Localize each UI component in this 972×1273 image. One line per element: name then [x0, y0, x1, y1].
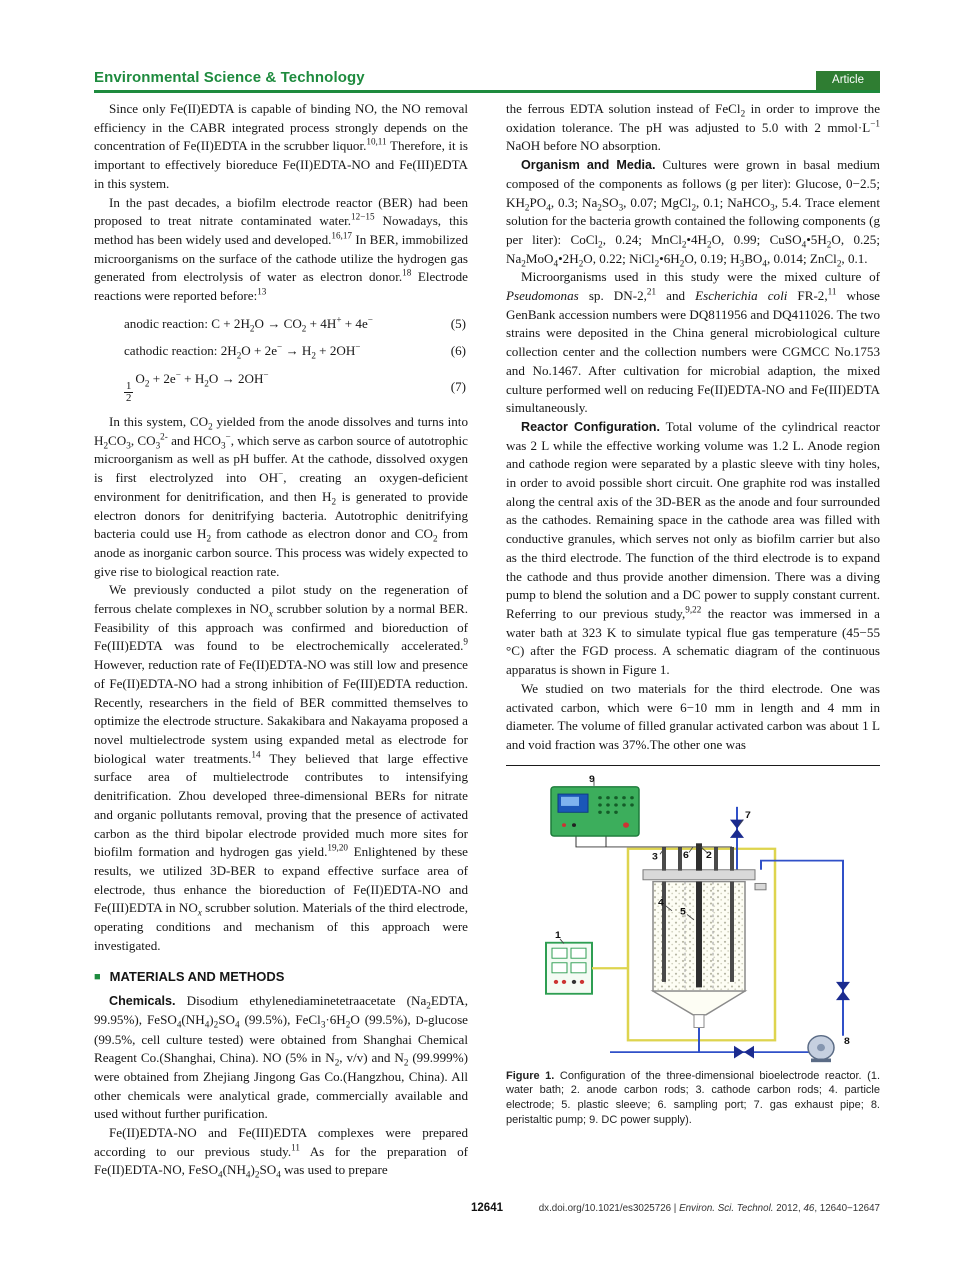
figure-label-sampling-port: 6: [683, 849, 689, 861]
equation-5: [94, 315, 468, 334]
right-column: [506, 100, 880, 1180]
reactor-diagram: [506, 774, 880, 1064]
equation-5-number: (5): [450, 315, 466, 331]
section-heading-materials: [94, 968, 468, 987]
paragraph-intro-2: In the past decades, a biofilm electrode reactor (BER) had been proposed to treat nitrate contaminated water.$^{12-15}$ Nowadays, this method has been widely used and developed.$^{16,17}$ In BER, immobilized microorganisms on the surface of the cathode utilize the hydrogen gas generated from electrolysis of water as electron donor.$^{18}$ Electrode reactions were reported before:$^{13}$: [94, 194, 468, 304]
paragraph-chemicals: [94, 992, 468, 1124]
recirculation-pipe: [761, 860, 843, 1035]
bottom-pipe-valve-icon: [734, 1045, 754, 1058]
dc-power-supply: [551, 786, 639, 835]
anode-rod: [696, 881, 702, 987]
paragraph-continuation: the ferrous EDTA solution instead of FeCl$_2$ in order to improve the oxidation tolerance. The pH was adjusted to 5.0 with 2 $mmol\cdot L^{-1}$ NaOH before NO absorption.: [506, 101, 881, 154]
equation-7-body: $\frac{1}{2}$ $O_2 + 2e^- + H_2O \to 2OH^-$: [126, 369, 269, 404]
equation-5-body: anodic reaction: $C + 2H_2O \to CO_2 + 4H^+ + 4e^-$: [124, 314, 373, 334]
organism-runin-heading: Organism and Media.: [521, 158, 656, 173]
paragraph-complex-prep: Fe(II)EDTA-NO and Fe(III)EDTA complexes were prepared according to our previous study.$^{11}$ As for the preparation of Fe(II)EDTA-NO, $FeSO_4(NH_4)_2SO_4$ was used to prepare: [94, 1125, 468, 1181]
equation-6-number: (6): [450, 343, 466, 359]
chemicals-runin-heading: Chemicals.: [109, 994, 176, 1009]
equation-7: [94, 370, 468, 404]
figure-label-gas-exhaust: 7: [745, 809, 751, 821]
figure-label-water-bath: 1: [555, 930, 561, 941]
reactor-text: Total volume of the cylindrical reactor was 2 L while the effective working volume was 1.2 L. Anode region and cathode region were separated by a plastic sleeve with tiny holes, in order to avoid possible short circuit. One graphite rod was installed along the central axis of the 3D-BER as the anode and four surrounded as the cathodes. Remaining space in the cathode area was filled with conductive granules, which serves not only as biofilm carrier but also as the third electrode. The function of the third electrode is to expand the cathode and thus provide another dimension. There was a diving pump to blend the solution and a DC power to supply constant current. Referring to our previous study,$^{9,22}$ the reactor was immersed in a water bath at 323 K to simulate typical flue gas temperature (45−55 °C) after the FGD process. A schematic diagram of the continuous apparatus is shown in Figure 1.: [506, 418, 881, 678]
peristaltic-pump: [808, 1035, 834, 1061]
organism-text: Cultures were grown in basal medium composed of the components as follows (g per liter): Glucose, 0−2.5; $KH_2PO_4$, 0.3; $Na_2SO_3$, 0.07; MgCl$_2$, 0.1; NaHCO$_3$, 5.4. Trace element solution for the bacteria growth contained the following components (g per liter): CoCl$_2$, 0.24; $MnCl_2•4H_2O$, 0.99; $CuSO_4•5H_2O$, 0.25; $Na_2MoO_4•2H_2O$, 0.22; $NiCl_2•6H_2O$, 0.19; $H_3BO_4$, 0.014; ZnCl$_2$, 0.1.: [506, 157, 880, 269]
page-number: 12641: [471, 1202, 503, 1214]
doi-citation: dx.doi.org/10.1021/es3025726 | Environ. Sci. Technol. 2012, 46, 12640−12647: [538, 1203, 880, 1214]
reactor-runin-heading: Reactor Configuration.: [521, 419, 660, 434]
equation-7-number: (7): [450, 378, 466, 394]
water-bath-controller: [546, 942, 628, 993]
figure-label-anode-rods: 2: [706, 849, 712, 861]
figure-1-block: [506, 765, 880, 1128]
page-footer: [94, 1202, 880, 1222]
page-header: [94, 62, 880, 93]
two-column-body: [94, 100, 880, 1180]
reactor-lid: [643, 869, 755, 879]
paragraph-reactor: [506, 418, 880, 680]
figure-label-pump: 8: [844, 1035, 850, 1047]
paragraph-intro-1: Since only Fe(II)EDTA is capable of binding NO, the NO removal efficiency in the CABR integrated process strongly depends on the concentration of Fe(II)EDTA in the scrubber liquor.$^{10,11}$ Therefore, it is important to effectively bioreduce Fe(II)EDTA-NO and Fe(III)EDTA in this system.: [94, 101, 468, 191]
left-column: [94, 100, 468, 1180]
figure-label-particle-electrode: 4: [658, 897, 664, 908]
equation-6-body: cathodic reaction: $2H_2O + 2e^- \to H_2 + 2OH^-$: [124, 342, 361, 362]
cathode-rod: [662, 881, 666, 981]
journal-title: Environmental Science & Technology: [94, 69, 365, 86]
reactor-outlet: [694, 1014, 704, 1027]
cathode-rod: [730, 881, 734, 981]
electrode-wires: [576, 836, 732, 847]
sampling-port-nub: [755, 883, 766, 889]
right-pipe-valve-icon: [836, 982, 850, 1000]
figure-label-cathode-rods: 3: [652, 851, 658, 863]
article-type-badge: Article: [816, 71, 880, 90]
paragraph-co2-system: In this system, $CO_2$ yielded from the anode dissolves and turns into $H_2CO_3$, $CO_3^{2-}$ and $HCO_3^-$, which serve as carbon source of autotrophic microorganism as well as pH buffer. At the cathode, dissolved oxygen is first electrolyzed into OH−, creating an oxygen-deficient environment for denitrification, and then $H_2$ is generated to provide electron donors for denitrifying bacteria. Autotrophic denitrifying bacteria could use $H_2$ from cathode as electron donor and $CO_2$ from anode as inorganic carbon source. This process was widely expected to give rise to biological reaction rate.: [94, 414, 469, 579]
figure-1-caption: Figure 1. Configuration of the three-dimensional bioelectrode reactor. (1. water bath; 2. anode carbon rods; 3. cathode carbon rods; 4. particle electrode; 5. plastic sleeve; 6. sampling port; 7. gas exhaust pipe; 8. peristaltic pump; 9. DC power supply).: [506, 1069, 880, 1126]
figure-label-dc-power: 9: [589, 774, 595, 785]
header-rule: [94, 90, 880, 93]
paragraph-pilot-study: We previously conducted a pilot study on the regeneration of ferrous chelate complexes in $NO_x$ scrubber solution by a normal BER. Feasibility of this approach was confirmed and bioreduction of Fe(III)EDTA was found to be electrochemically accelerated.$^9$ However, reduction rate of Fe(II)EDTA-NO was still low and presence of Fe(II)EDTA-NO had a strong inhibition of Fe(III)EDTA reduction. Recently, researchers in the field of BER committed themselves to optimize the electrode structure. Sakakibara and Nakayama proposed a novel multielectrode system using expanded metal as electrode for biological water treatments.$^{14}$ They believed that large effective surface area of multielectrode contributes to intensifying denitrification. Zhou developed three-dimensional BERs for nitrate and organic pollutants removal, proving that the presence of activated carbon as the third bipolar electrode provided much more sites for biofilm formation and hydrogen gas yield.$^{19,20}$ Enlightened by these results, we utilized 3D-BER to expand effective surface area of electrode, thus enhance the bioreduction of Fe(II)EDTA-NO and Fe(III)EDTA in $NO_x$ scrubber solution. Materials of the third electrode, operating conditions and mechanism of this approach were investigated.: [94, 582, 469, 953]
section-title: MATERIALS AND METHODS: [109, 969, 285, 985]
section-bullet-icon: ■: [94, 971, 101, 984]
gas-exhaust-valve-icon: [730, 819, 744, 837]
equation-6: [94, 342, 468, 361]
paragraph-organism: [506, 156, 880, 268]
figure-label-plastic-sleeve: 5: [680, 906, 686, 917]
reactor-funnel: [653, 991, 745, 1015]
paragraph-third-electrode: We studied on two materials for the third electrode. One was activated carbon, which were 6−10 mm in length and 4 mm in diameter. The volume of filled granular activated carbon was about 1 L and void fraction was 37%.The other one was: [506, 680, 880, 752]
chemicals-text: Disodium ethylenediaminetetraacetate ($Na_2EDTA$, 99.95%), $FeSO_4(NH_4)_2SO_4$ (99.5%), $FeCl_3\cdot 6H_2O$ (99.5%), D-glucose (99.5%, cell culture tested) were obtained from Shanghai Chemical Reagent Co.(Shanghai, China). NO (5% in $N_2$, v/v) and $N_2$ (99.999%) were obtained from Zhejiang Jingong Gas Co.(Hangzhou, China). All other chemicals were analytical grade, commercially available and used without further purification.: [94, 993, 468, 1122]
paragraph-microorganisms: Microorganisms used in this study were the mixed culture of Pseudomonas sp. DN-2,21 and Escherichia coli FR-2,11 whose GenBank accession numbers were DQ811956 and DQ411026. The two strains were deposited in the China general microbiological culture collection center and the collection numbers were CGMCC No.1753 and No.1467. After cultivation for microbial adaption, the mixed culture performed well on reducing Fe(II)EDTA-NO and Fe(III)EDTA simultaneously.: [506, 269, 880, 416]
